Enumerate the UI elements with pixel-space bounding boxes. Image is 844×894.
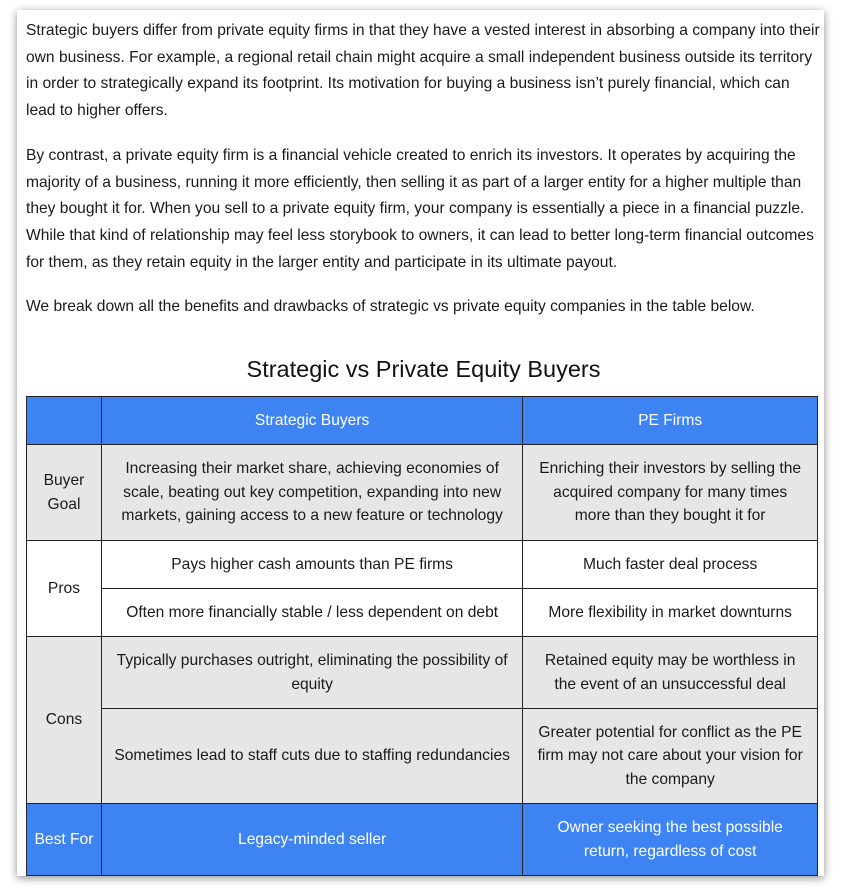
paragraph-strategic-buyers: Strategic buyers differ from private equity firms in that they have a vested interest in absorbing a company into their own business. For example, a regional retail chain might acquire a small independent business outside its territory in order to strategically expand its footprint. Its motivation for buying a business isn’t purely financial, which can lead to higher offers.	[26, 22, 820, 120]
table-row	[27, 445, 818, 541]
cell-pe-goal: Enriching their investors by selling the acquired company for many times more than they bought it for	[523, 445, 818, 541]
table-row	[27, 541, 818, 589]
header-empty-cell	[27, 397, 102, 445]
row-label-cons: Cons	[27, 637, 102, 804]
article-card	[17, 10, 824, 876]
cell-strategic-pro: Pays higher cash amounts than PE firms	[101, 541, 522, 589]
cell-strategic-best-for: Legacy-minded seller	[101, 804, 522, 876]
article-content	[26, 18, 821, 860]
row-label-buyer-goal: Buyer Goal	[27, 445, 102, 541]
header-pe-firms: PE Firms	[523, 397, 818, 445]
table-header-row	[27, 397, 818, 445]
table-row	[27, 709, 818, 804]
cell-pe-con: Retained equity may be worthless in the event of an unsuccessful deal	[523, 637, 818, 709]
paragraph-private-equity: By contrast, a private equity firm is a financial vehicle created to enrich its investors. It operates by acquiring the majority of a business, running it more efficiently, then selling it as part of a larger entity for a higher multiple than they bought it for. When you sell to a private equity firm, your company is essentially a piece in a financial puzzle. While that kind of relationship may feel less storybook to owners, it can lead to better long-term financial outcomes for them, as they retain equity in the larger entity and participate in its ultimate payout.	[26, 146, 814, 271]
cell-strategic-goal: Increasing their market share, achieving economies of scale, beating out key competition, expanding into new markets, gaining access to a new feature or technology	[101, 445, 522, 541]
row-label-pros: Pros	[27, 541, 102, 637]
cell-pe-con: Greater potential for conflict as the PE firm may not care about your vision for the company	[523, 709, 818, 804]
paragraph-table-intro: We break down all the benefits and drawbacks of strategic vs private equity companies in the table below.	[26, 298, 755, 316]
cell-pe-best-for: Owner seeking the best possible return, regardless of cost	[523, 804, 818, 876]
table-row	[27, 589, 818, 637]
row-label-best-for: Best For	[27, 804, 102, 876]
cell-pe-pro: More flexibility in market downturns	[523, 589, 818, 637]
table-title: Strategic vs Private Equity Buyers	[246, 356, 601, 382]
table-row	[27, 637, 818, 709]
cell-strategic-pro: Often more financially stable / less dependent on debt	[101, 589, 522, 637]
cell-strategic-con: Sometimes lead to staff cuts due to staffing redundancies	[101, 709, 522, 804]
cell-pe-pro: Much faster deal process	[523, 541, 818, 589]
cell-strategic-con: Typically purchases outright, eliminating the possibility of equity	[101, 637, 522, 709]
comparison-table	[26, 396, 818, 876]
header-strategic-buyers: Strategic Buyers	[101, 397, 522, 445]
table-row	[27, 804, 818, 876]
